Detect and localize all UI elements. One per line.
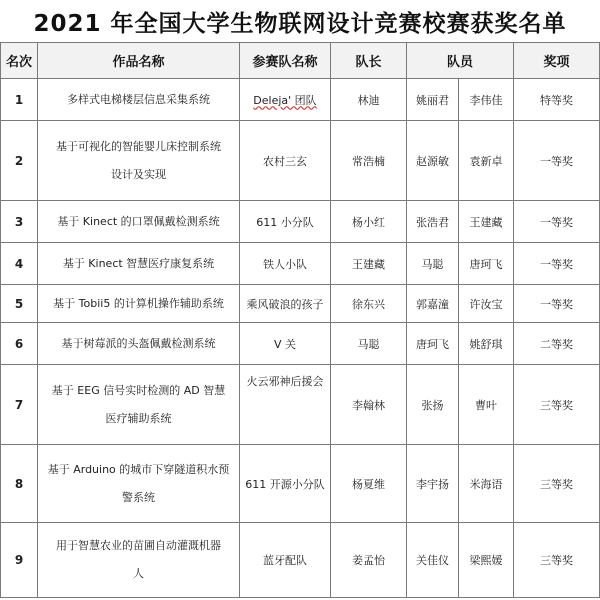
work-line: 基于树莓派的头盔佩戴检测系统 bbox=[61, 336, 216, 350]
table-row bbox=[1, 523, 600, 598]
rank-cell: 2 bbox=[1, 121, 38, 201]
table-row bbox=[1, 121, 600, 201]
member-cell: 袁新卓 bbox=[459, 121, 514, 201]
member-cell: 许汝宝 bbox=[459, 285, 514, 323]
member-cell: 梁熙媛 bbox=[459, 523, 514, 598]
table-row bbox=[1, 201, 600, 243]
team-cell: 蓝牙配队 bbox=[240, 523, 331, 598]
work-cell bbox=[38, 323, 240, 365]
work-line: 警系统 bbox=[122, 490, 155, 504]
award-cell: 三等奖 bbox=[514, 365, 600, 445]
member-cell: 赵源敏 bbox=[407, 121, 459, 201]
award-cell: 一等奖 bbox=[514, 285, 600, 323]
work-line: 基于 Kinect 的口罩佩戴检测系统 bbox=[57, 214, 220, 228]
captain-cell: 杨小红 bbox=[331, 201, 407, 243]
work-line: 多样式电梯楼层信息采集系统 bbox=[67, 92, 210, 106]
member-cell: 唐珂飞 bbox=[407, 323, 459, 365]
work-line: 用于智慧农业的苗圃自动灌溉机器 bbox=[56, 539, 221, 552]
work-cell bbox=[38, 523, 240, 598]
captain-cell: 常浩楠 bbox=[331, 121, 407, 201]
page-title: 2021 年全国大学生物联网设计竞赛校赛获奖名单 bbox=[33, 10, 567, 37]
captain-cell: 马聪 bbox=[331, 323, 407, 365]
rank-cell: 8 bbox=[1, 445, 38, 523]
rank-cell: 5 bbox=[1, 285, 38, 323]
team-name: Deleja' 团队 bbox=[253, 93, 317, 107]
award-cell: 特等奖 bbox=[514, 79, 600, 121]
work-cell bbox=[38, 243, 240, 285]
table-row bbox=[1, 285, 600, 323]
member-cell: 李宇扬 bbox=[407, 445, 459, 523]
captain-cell: 姜孟怡 bbox=[331, 523, 407, 598]
rank-cell: 4 bbox=[1, 243, 38, 285]
rank-cell: 3 bbox=[1, 201, 38, 243]
work-cell bbox=[38, 79, 240, 121]
work-cell bbox=[38, 121, 240, 201]
member-cell: 米海语 bbox=[459, 445, 514, 523]
table-row bbox=[1, 365, 600, 445]
member-cell: 马聪 bbox=[407, 243, 459, 285]
table-row bbox=[1, 445, 600, 523]
member-cell: 姚舒琪 bbox=[459, 323, 514, 365]
award-cell: 一等奖 bbox=[514, 121, 600, 201]
team-cell: 农村三玄 bbox=[240, 121, 331, 201]
header-row bbox=[1, 43, 600, 79]
work-line: 人 bbox=[133, 567, 144, 580]
award-cell: 二等奖 bbox=[514, 323, 600, 365]
captain-cell: 杨夏维 bbox=[331, 445, 407, 523]
team-cell: 乘风破浪的孩子 bbox=[240, 285, 331, 323]
member-cell: 王建藏 bbox=[459, 201, 514, 243]
header-award: 奖项 bbox=[514, 43, 600, 79]
captain-cell: 王建藏 bbox=[331, 243, 407, 285]
team-cell bbox=[240, 79, 331, 121]
member-cell: 郭嘉潼 bbox=[407, 285, 459, 323]
work-cell bbox=[38, 365, 240, 445]
captain-cell: 林迪 bbox=[331, 79, 407, 121]
award-cell: 三等奖 bbox=[514, 523, 600, 598]
table-row bbox=[1, 323, 600, 365]
header-members: 队员 bbox=[407, 43, 514, 79]
team-cell: V 关 bbox=[240, 323, 331, 365]
team-cell: 611 开源小分队 bbox=[240, 445, 331, 523]
member-cell: 关佳仪 bbox=[407, 523, 459, 598]
team-cell: 火云邪神后援会 bbox=[240, 365, 331, 445]
member-cell: 张浩君 bbox=[407, 201, 459, 243]
member-cell: 张扬 bbox=[407, 365, 459, 445]
member-cell: 李伟佳 bbox=[459, 79, 514, 121]
work-line: 基于 Kinect 智慧医疗康复系统 bbox=[62, 256, 215, 270]
work-line: 基于可视化的智能婴儿床控制系统 bbox=[56, 139, 221, 153]
rank-cell: 9 bbox=[1, 523, 38, 598]
award-table bbox=[0, 42, 600, 598]
header-captain: 队长 bbox=[331, 43, 407, 79]
table-row bbox=[1, 79, 600, 121]
header-team: 参赛队名称 bbox=[240, 43, 331, 79]
work-line: 基于 Arduino 的城市下穿隧道积水预 bbox=[47, 462, 230, 476]
award-cell: 一等奖 bbox=[514, 201, 600, 243]
team-cell: 611 小分队 bbox=[240, 201, 331, 243]
work-line: 设计及实现 bbox=[111, 167, 166, 181]
work-line: 基于 Tobii5 的计算机操作辅助系统 bbox=[53, 296, 224, 310]
award-cell: 一等奖 bbox=[514, 243, 600, 285]
header-work: 作品名称 bbox=[38, 43, 240, 79]
work-cell bbox=[38, 201, 240, 243]
header-rank: 名次 bbox=[1, 43, 38, 79]
work-line: 基于 EEG 信号实时检测的 AD 智慧 bbox=[51, 383, 226, 397]
captain-cell: 李翰林 bbox=[331, 365, 407, 445]
captain-cell: 徐东兴 bbox=[331, 285, 407, 323]
member-cell: 曹叶 bbox=[459, 365, 514, 445]
table-row bbox=[1, 243, 600, 285]
work-cell bbox=[38, 285, 240, 323]
work-line: 医疗辅助系统 bbox=[105, 411, 172, 425]
rank-cell: 7 bbox=[1, 365, 38, 445]
rank-cell: 6 bbox=[1, 323, 38, 365]
member-cell: 姚丽君 bbox=[407, 79, 459, 121]
rank-cell: 1 bbox=[1, 79, 38, 121]
member-cell: 唐珂飞 bbox=[459, 243, 514, 285]
work-cell bbox=[38, 445, 240, 523]
team-cell: 铁人小队 bbox=[240, 243, 331, 285]
award-cell: 三等奖 bbox=[514, 445, 600, 523]
